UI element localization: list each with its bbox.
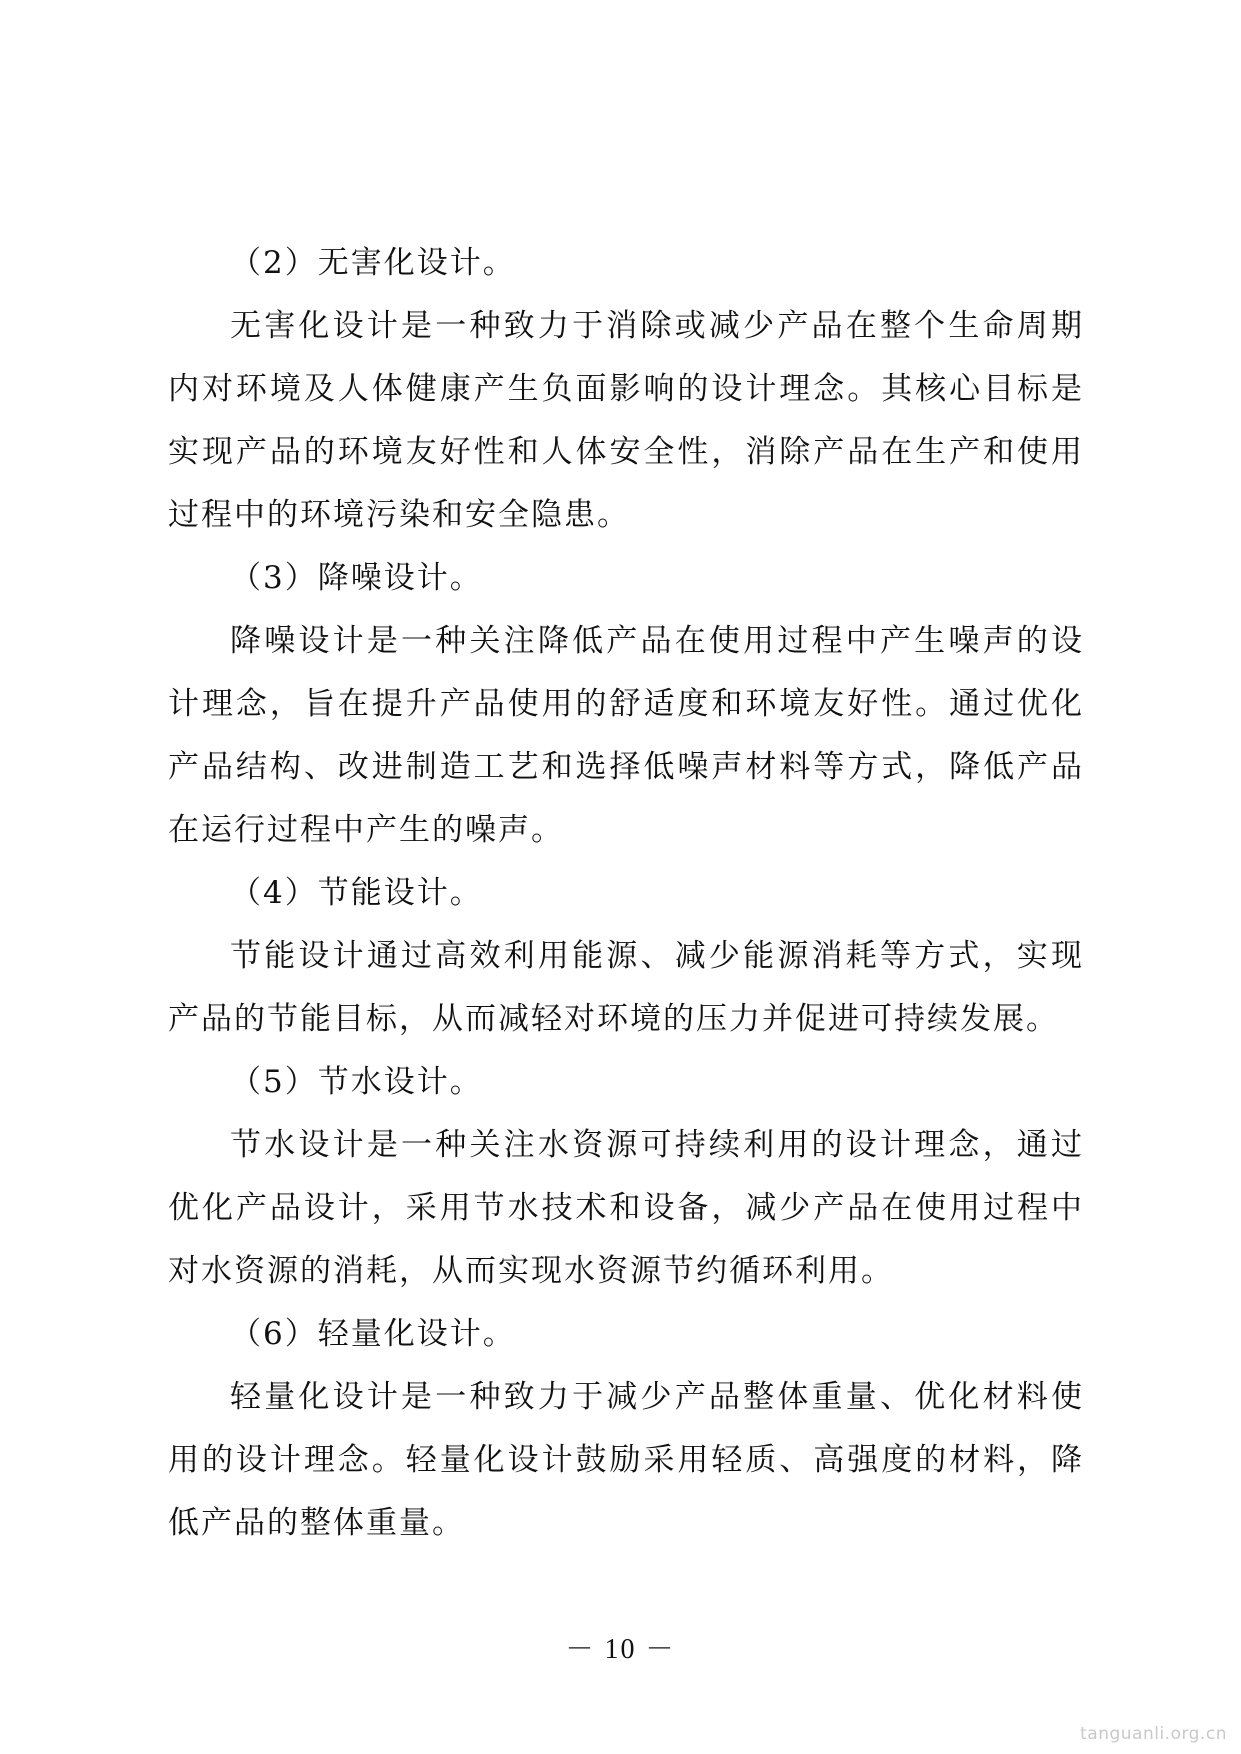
section-paragraph-water-saving-design: 节水设计是一种关注水资源可持续利用的设计理念，通过优化产品设计，采用节水技术和设备，减少产品在使用过程中对水资源的消耗，从而实现水资源节约循环利用。 [168, 1127, 1084, 1289]
section-paragraph-noise-reduction-design: 降噪设计是一种关注降低产品在使用过程中产生噪声的设计理念，旨在提升产品使用的舒适度和环境友好性。通过优化产品结构、改进制造工艺和选择低噪声材料等方式，降低产品在运行过程中产生的噪声。 [168, 623, 1084, 848]
watermark: tanguanli.org.cn [1080, 1724, 1227, 1744]
section-paragraph-energy-saving-design: 节能设计通过高效利用能源、减少能源消耗等方式，实现产品的节能目标，从而减轻对环境的压力并促进可持续发展。 [168, 938, 1084, 1037]
section-heading-harmless-design: （2）无害化设计。 [230, 245, 516, 281]
page-number: － 10 － [565, 1634, 676, 1665]
section-paragraph-harmless-design: 无害化设计是一种致力于消除或减少产品在整个生命周期内对环境及人体健康产生负面影响的设计理念。其核心目标是实现产品的环境友好性和人体安全性，消除产品在生产和使用过程中的环境污染和安全隐患。 [168, 308, 1084, 533]
document-body [168, 232, 1084, 1555]
section-paragraph-lightweight-design: 轻量化设计是一种致力于减少产品整体重量、优化材料使用的设计理念。轻量化设计鼓励采用轻质、高强度的材料，降低产品的整体重量。 [168, 1379, 1084, 1541]
section-heading-water-saving-design: （5）节水设计。 [230, 1064, 483, 1100]
section-heading-energy-saving-design: （4）节能设计。 [230, 875, 483, 911]
section-heading-lightweight-design: （6）轻量化设计。 [230, 1316, 516, 1352]
section-heading-noise-reduction-design: （3）降噪设计。 [230, 560, 483, 596]
